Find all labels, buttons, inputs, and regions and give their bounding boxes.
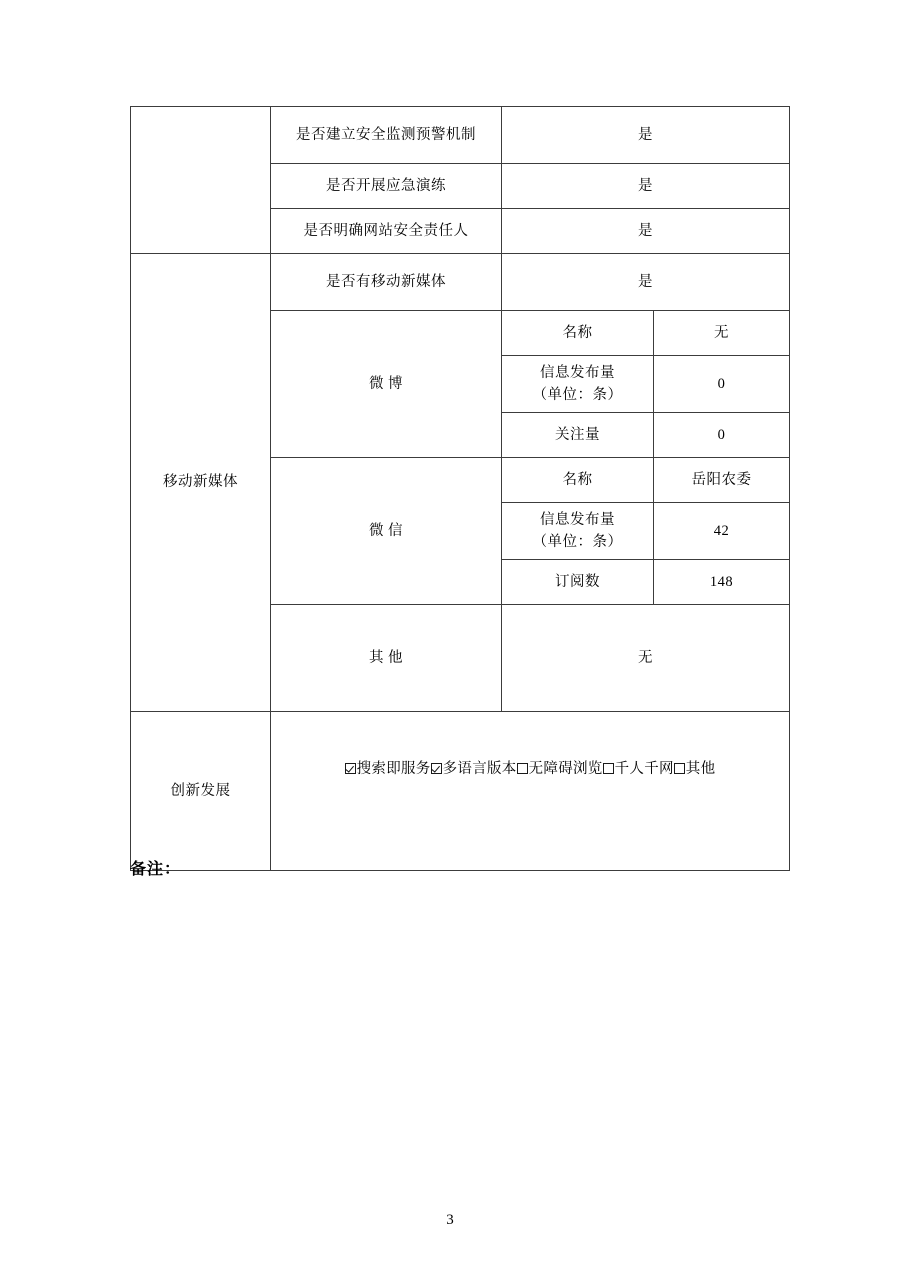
sub-label-weixin: 微 信 — [271, 458, 502, 605]
row-label-emergency-drill: 是否开展应急演练 — [271, 164, 502, 209]
metric-value-weibo-followers: 0 — [654, 413, 790, 458]
row-value-has-mobile-media: 是 — [502, 254, 790, 311]
metric-value-weibo-account: 无 — [654, 311, 790, 356]
checkbox-item-accessibility[interactable] — [517, 758, 603, 780]
metric-name-weixin-subscribers: 订阅数 — [502, 560, 654, 605]
row-label-has-mobile-media: 是否有移动新媒体 — [271, 254, 502, 311]
table-row — [131, 254, 790, 311]
metric-name-line2: （单位：条） — [532, 387, 623, 403]
remark-label: 备注： — [130, 861, 182, 878]
checkbox-item-other[interactable] — [674, 758, 716, 780]
checkbox-checked-icon[interactable] — [345, 763, 356, 774]
row-value-security-officer: 是 — [502, 209, 790, 254]
metric-name-weibo-followers: 关注量 — [502, 413, 654, 458]
table-row — [131, 107, 790, 164]
metric-name-weixin-posts — [502, 503, 654, 560]
metric-name-line1: 信息发布量 — [540, 364, 615, 381]
sub-label-weibo: 微 博 — [271, 311, 502, 458]
checkbox-label: 多语言版本 — [442, 761, 517, 777]
checkbox-item-multilingual[interactable] — [431, 758, 517, 780]
row-value-emergency-drill: 是 — [502, 164, 790, 209]
metric-name-weibo-account: 名称 — [502, 311, 654, 356]
sub-label-other: 其 他 — [271, 605, 502, 712]
metric-value-weibo-posts: 0 — [654, 356, 790, 413]
section-label-mobile-media: 移动新媒体 — [131, 254, 271, 712]
row-label-security-warning: 是否建立安全监测预警机制 — [271, 107, 502, 164]
checkbox-label: 搜索即服务 — [356, 761, 431, 777]
innovation-checkbox-group — [271, 758, 789, 780]
checkbox-checked-icon[interactable] — [431, 763, 442, 774]
checkbox-empty-icon[interactable] — [603, 763, 614, 774]
page-number: 3 — [446, 1212, 454, 1228]
innovation-options-cell — [271, 712, 790, 871]
row-label-security-officer: 是否明确网站安全责任人 — [271, 209, 502, 254]
metric-value-weixin-account: 岳阳农委 — [654, 458, 790, 503]
security-section-label-cell — [131, 107, 271, 254]
metric-value-weixin-subscribers: 148 — [654, 560, 790, 605]
section-label-innovation: 创新发展 — [131, 712, 271, 871]
checkbox-item-search-as-service[interactable] — [345, 758, 431, 780]
table-row — [131, 712, 790, 871]
metric-name-line2: （单位：条） — [532, 534, 623, 550]
sub-value-other: 无 — [502, 605, 790, 712]
metric-name-weibo-posts — [502, 356, 654, 413]
checkbox-item-personalized[interactable] — [603, 758, 674, 780]
metric-value-weixin-posts: 42 — [654, 503, 790, 560]
checkbox-label: 无障碍浏览 — [528, 761, 603, 777]
checkbox-empty-icon[interactable] — [517, 763, 528, 774]
checkbox-label: 千人千网 — [614, 761, 674, 777]
row-value-security-warning: 是 — [502, 107, 790, 164]
checkbox-empty-icon[interactable] — [674, 763, 685, 774]
website-assessment-table — [130, 106, 790, 871]
checkbox-label: 其他 — [685, 761, 716, 777]
metric-name-line1: 信息发布量 — [540, 511, 615, 528]
metric-name-weixin-account: 名称 — [502, 458, 654, 503]
